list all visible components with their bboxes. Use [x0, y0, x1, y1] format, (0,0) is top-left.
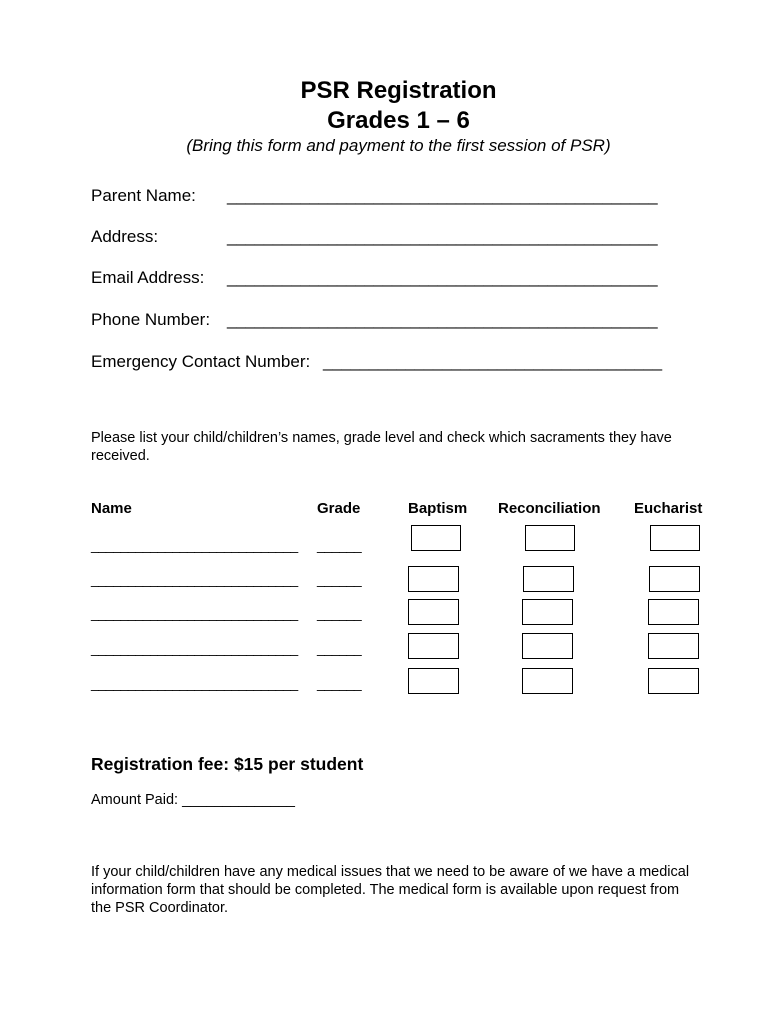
form-title: PSR Registration — [300, 77, 497, 104]
child-name-field[interactable]: ____________________________ — [91, 537, 298, 553]
grade-column-header: Grade — [317, 500, 361, 517]
reconciliation-column-header: Reconciliation — [498, 500, 601, 517]
eucharist-checkbox[interactable] — [648, 599, 699, 625]
amount-paid-field[interactable]: Amount Paid: ______________ — [91, 792, 295, 808]
form-grades-title: Grades 1 – 6 — [327, 107, 470, 134]
child-grade-field[interactable]: ______ — [317, 605, 362, 621]
eucharist-checkbox[interactable] — [648, 668, 699, 694]
name-column-header: Name — [91, 500, 132, 517]
reconciliation-checkbox[interactable] — [522, 599, 573, 625]
reconciliation-checkbox[interactable] — [523, 566, 574, 592]
parent-name-label: Parent Name: — [91, 186, 196, 205]
email-label: Email Address: — [91, 268, 205, 287]
baptism-checkbox[interactable] — [408, 566, 459, 592]
baptism-checkbox[interactable] — [408, 668, 459, 694]
children-instructions: Please list your child/children’s names, grade level and check which sacraments they have received. — [91, 430, 672, 464]
eucharist-checkbox[interactable] — [650, 525, 700, 551]
emergency-contact-field[interactable]: _____________________________________ — [323, 352, 662, 371]
eucharist-checkbox[interactable] — [648, 633, 699, 659]
child-name-field[interactable]: ____________________________ — [91, 571, 298, 587]
emergency-contact-label: Emergency Contact Number: — [91, 352, 311, 371]
parent-name-field[interactable]: _______________________________________________ — [227, 186, 658, 205]
form-subtitle: (Bring this form and payment to the first session of PSR) — [186, 136, 611, 155]
phone-label: Phone Number: — [91, 310, 211, 329]
baptism-checkbox[interactable] — [408, 599, 459, 625]
medical-note: If your child/children have any medical issues that we need to be aware of we have a medical information form that should be completed. The medical form is available upon request from the PSR Coordinator. — [91, 864, 690, 916]
email-field[interactable]: _______________________________________________ — [227, 268, 658, 287]
reconciliation-checkbox[interactable] — [522, 633, 573, 659]
baptism-column-header: Baptism — [408, 500, 468, 517]
child-grade-field[interactable]: ______ — [317, 571, 362, 587]
eucharist-column-header: Eucharist — [634, 500, 703, 517]
phone-field[interactable]: _______________________________________________ — [227, 310, 658, 329]
child-name-field[interactable]: ____________________________ — [91, 675, 298, 691]
child-name-field[interactable]: ____________________________ — [91, 640, 298, 656]
registration-fee-heading: Registration fee: $15 per student — [91, 754, 364, 774]
baptism-checkbox[interactable] — [411, 525, 461, 551]
child-grade-field[interactable]: ______ — [317, 640, 362, 656]
baptism-checkbox[interactable] — [408, 633, 459, 659]
address-label: Address: — [91, 227, 159, 246]
child-grade-field[interactable]: ______ — [317, 537, 362, 553]
reconciliation-checkbox[interactable] — [522, 668, 573, 694]
reconciliation-checkbox[interactable] — [525, 525, 575, 551]
child-grade-field[interactable]: ______ — [317, 675, 362, 691]
eucharist-checkbox[interactable] — [649, 566, 700, 592]
address-field[interactable]: _______________________________________________ — [227, 227, 658, 246]
child-name-field[interactable]: ____________________________ — [91, 605, 298, 621]
